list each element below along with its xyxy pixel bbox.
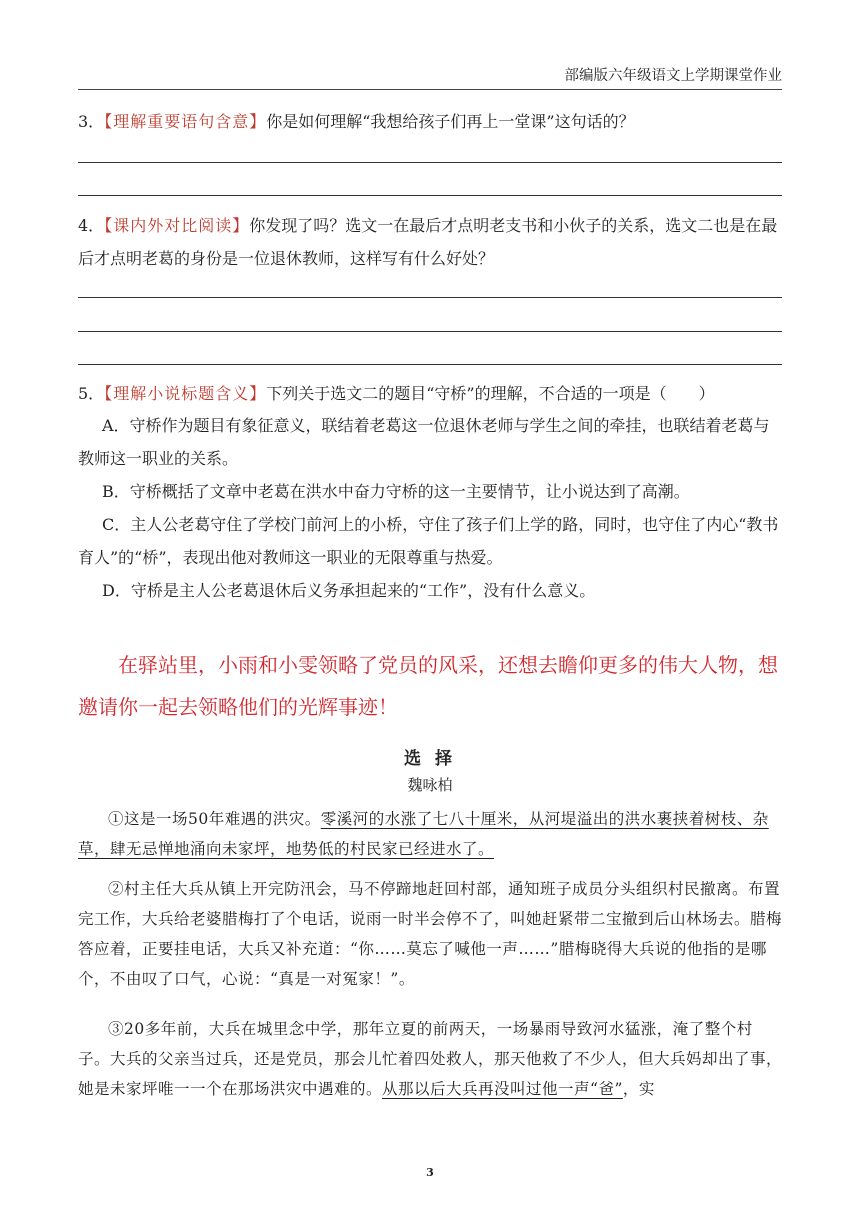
answer-line[interactable]	[78, 195, 782, 196]
question-tag: 【课内外对比阅读】	[104, 216, 250, 235]
option-c[interactable]: C．主人公老葛守住了学校门前河上的小桥，守住了孩子们上学的路，同时，也守住了内心“教书育人”的“桥”，表现出他对教师这一职业的无限尊重与热爱。	[78, 515, 779, 567]
article-title: 选 择	[404, 749, 456, 769]
option-b[interactable]: B．守桥概括了文章中老葛在洪水中奋力守桥的这一主要情节，让小说达到了高潮。	[102, 482, 690, 501]
paragraph-1	[78, 804, 782, 864]
answer-line[interactable]	[78, 297, 782, 298]
page-number: 3	[426, 1166, 434, 1179]
question-tag: 【理解重要语句含意】	[104, 112, 267, 131]
question-5	[78, 379, 782, 409]
paragraph-text: ，实	[622, 1080, 655, 1098]
header-divider	[78, 89, 782, 90]
question-3	[78, 107, 782, 137]
question-text: 下列关于选文二的题目“守桥”的理解，不合适的一项是（ ）	[266, 384, 715, 403]
answer-line[interactable]	[78, 364, 782, 365]
option-a[interactable]: A．守桥作为题目有象征意义，联结着老葛这一位退休老师与学生之间的牵挂，也联结着老葛与教师这一职业的关系。	[78, 416, 770, 468]
answer-line[interactable]	[78, 331, 782, 332]
paragraph-text: ③20多年前，大兵在城里念中学，那年立夏的前两天，一场暴雨导致河水猛涨，淹了整个村子。大兵的父亲当过兵，还是党员，那会儿忙着四处救人，那天他救了不少人，但大兵妈却出了事，她是未家坪唯一一个在那场洪灾中遇难的。	[78, 1020, 783, 1098]
question-number: 5．	[78, 384, 105, 403]
article-author: 魏咏柏	[407, 776, 453, 794]
paragraph-text: ①这是一场50年难遇的洪灾。	[108, 810, 321, 828]
underlined-sentence: 从那以后大兵再没叫过他一声“爸”	[382, 1080, 623, 1098]
option-d[interactable]: D．守桥是主人公老葛退休后义务承担起来的“工作”，没有什么意义。	[102, 581, 596, 600]
question-text: 你发现了吗？选文一在最后才点明老支书和小伙子的关系，选文二也是在最后才点明老葛的身份是一位退休教师，这样写有什么好处？	[78, 216, 778, 268]
page-header: 部编版六年级语文上学期课堂作业	[564, 68, 782, 84]
underlined-sentence: 零溪河的水涨了七八十厘米，从河堤溢出的洪水裹挟着树枝、杂草，肆无忌惮地涌向未家坪，地势低的村民家已经进水了。	[78, 810, 769, 858]
paragraph-3	[78, 1014, 782, 1104]
question-number: 4．	[78, 216, 105, 235]
question-text: 你是如何理解“我想给孩子们再上一堂课”这句话的？	[266, 112, 635, 131]
question-number: 3．	[78, 112, 105, 131]
paragraph-2: ②村主任大兵从镇上开完防汛会，马不停蹄地赶回村部，通知班子成员分头组织村民撤离。布置完工作，大兵给老婆腊梅打了个电话，说雨一时半会停不了，叫她赶紧带二宝撤到后山林场去。腊梅答应着，正要挂电话，大兵又补充道：“你……莫忘了喊他一声……”腊梅晓得大兵说的他指的是哪个，不由叹了口气，心说：“真是一对冤家！”。	[78, 880, 783, 988]
section-intro: 在驿站里，小雨和小雯领略了党员的风采，还想去瞻仰更多的伟大人物，想邀请你一起去领略他们的光辉事迹！	[78, 653, 778, 719]
question-4	[78, 209, 782, 275]
answer-line[interactable]	[78, 162, 782, 163]
question-tag: 【理解小说标题含义】	[104, 384, 267, 403]
